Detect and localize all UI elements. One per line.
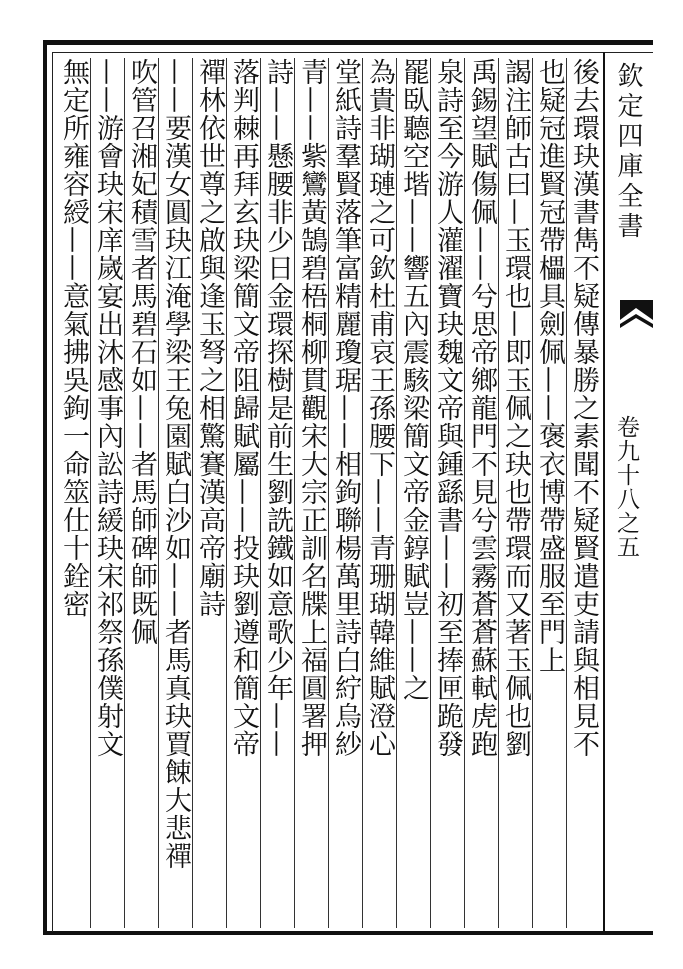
text-column: 泉詩至今游人灌濯寶玦魏文帝與鍾繇書——初至捧匣跪發 xyxy=(430,58,464,928)
text-column: 吹管召湘妃積雪者馬碧石如——者馬師碑師既佩 xyxy=(124,58,158,928)
top-rule xyxy=(53,52,653,53)
text-column: 謁注師古曰—玉環也—即玉佩之玦也帶環而又著玉佩也劉 xyxy=(498,58,532,928)
text-column: 落判棘再拜玄玦梁簡文帝阻歸賦屬——投玦劉遵和簡文帝 xyxy=(226,58,260,928)
book-title: 欽定四庫全書 xyxy=(613,62,643,242)
left-rule xyxy=(52,52,53,932)
text-column: 青——紫鸞黃鵠碧梧桐柳貫觀宋大宗正訓名牒上福圓署押 xyxy=(294,58,328,928)
text-column: 禹錫望賦傷佩——兮思帝鄉龍門不見兮雲霧蒼蒼蘇軾虎跑 xyxy=(464,58,498,928)
text-column: 後去環玦漢書雋不疑傳暴勝之素聞不疑賢遣吏請與相見不 xyxy=(566,58,600,928)
fishtail-mark-icon xyxy=(620,300,653,340)
volume-label: 卷九十八之五 xyxy=(613,415,639,559)
text-column: 為貴非瑚璉之可欽杜甫哀王孫腰下——青珊瑚韓維賦澄心 xyxy=(362,58,396,928)
text-column: 無定所雍容綬——意氣拂吳鉤一命筮仕十銓密 xyxy=(58,58,89,618)
text-column: 堂紙詩羣賢落筆富精麗瓊琚——相鉤聯楊萬里詩白紵烏紗 xyxy=(328,58,362,928)
text-column: 也疑冠進賢冠帶櫑具劍佩——褒衣博帶盛服至門上 xyxy=(532,58,566,928)
text-column: ——游會玦宋庠嵗宴出沐感事內訟詩緩玦宋祁祭孫僕射文 xyxy=(90,58,124,928)
text-column: 禪林依世尊之啟與逢玉弩之相驚賽漢高帝廟詩 xyxy=(192,58,226,928)
text-column: ——要漢女圓玦江淹學梁王兔園賦白沙如——者馬真玦賈餗大悲禪 xyxy=(158,58,192,928)
text-column: 詩——懸腰非少日金環探樹是前生劉詵鐵如意歌少年—— xyxy=(260,58,294,928)
text-column: 罷臥聽空堦——響五內震駭梁簡文帝金錞賦豈——之 xyxy=(396,58,430,928)
